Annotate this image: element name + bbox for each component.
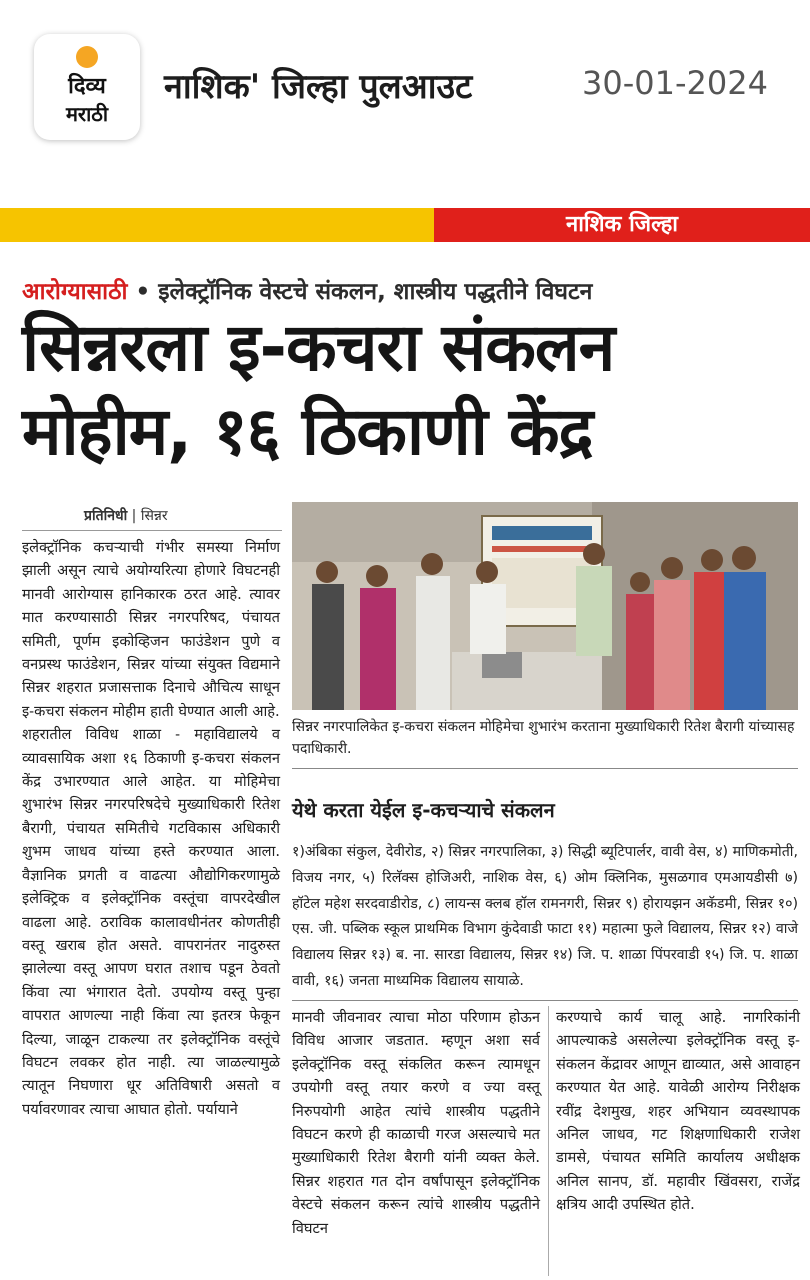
byline-author: प्रतिनिधी (84, 508, 128, 524)
headline-line-1: सिन्नरला इ-कचरा संकलन (22, 309, 615, 386)
divider (22, 530, 282, 531)
article-paragraph-1: इलेक्ट्रॉनिक कचऱ्याची गंभीर समस्या निर्माण झाली असून त्याचे अयोग्यरित्या होणारे विघटनही मानवी आरोग्यास हानिकारक ठरत आहे. त्यावर मात करण्यासाठी सिन्नर नगरपरिषद, पंचायत समिती, पूर्णम इकोव्हिजन फाउंडेशन पुणे व वनप्रस्थ फाउंडेशन, सिन्नर यांच्या संयुक्त विद्यमाने सिन्नर शहरात प्रजासत्ताक दिनाचे औचित्य साधून इ-कचरा संकलन मोहीम हाती घेण्यात आली आहे. (22, 539, 280, 720)
logo-line-1: दिव्य (68, 74, 106, 99)
news-photo-illustration (292, 502, 798, 710)
article-paragraph-2: शहरातील विविध शाळा - महाविद्यालये व व्यावसायिक अशा १६ ठिकाणी इ-कचरा संकलन केंद्र उभारण्यात आले आहेत. या मोहिमेचा शुभारंभ सिन्नर नगरपरिषदेचे मुख्याधिकारी रितेश बैरागी, पंचायत समितीचे गटविकास अधिकारी शुभम जाधव यांच्या हस्ते करण्यात आला. वैज्ञानिक प्रगती व वाढत्या औद्योगिकरणामुळे इलेक्ट्रिक व इलेक्ट्रॉनिक वस्तूंचा वापरदेखील वाढला आहे. ठराविक कालावधीनंतर कोणतीही वस्तू खराब होत असते. वापरानंतर नादुरुस्त झालेल्या वस्तू आपण घरात तशाच पडून ठेवतो किंवा त्या भंगारात देतो. उपयोग्य वस्तू पुन्हा वापरात आणल्या नाही किंवा त्या इतरत्र फेकून दिल्या, जाळून टाकल्या तर इलेक्ट्रॉनिक वस्तूंचे विघटन लवकर होत नाही. त्या जाळल्यामुळे त्यातून निघणारा धूर अतिविषारी असतो व पर्यावरणावर त्याचा आघात होतो. पर्यायाने (22, 726, 280, 1118)
headline (22, 306, 802, 474)
edition-date: 30-01-2024 (582, 64, 768, 102)
collection-box-heading: येथे करता येईल इ-कचऱ्याचे संकलन (292, 798, 555, 822)
logo-sun-icon (76, 46, 98, 68)
edition-title: नाशिक' जिल्हा पुलआउट (164, 67, 473, 107)
byline (84, 506, 168, 525)
collection-centres-list: १)अंबिका संकुल, देवीरोड, २) सिन्नर नगरपालिका, ३) सिद्धी ब्यूटिपार्लर, वावी वेस, ४) माणिकमोती, विजय नगर, ५) रिलॅक्स होजिअरी, नाशिक वेस, ६) ओम क्लिनिक, मुसळगाव एमआयडीसी ७) हॉटेल महेश सरदवाडीरोड, ८) लायन्स क्लब हॉल रामनगरी, सिन्नर ९) होरायझन अकॅडमी, सिन्नर १०) एस. जी. पब्लिक स्कूल प्राथमिक विभाग कुंदेवाडी फाटा ११) महात्मा फुले विद्यालय, सिन्नर १२) वाजे विद्यालय सिन्नर १३) ब. ना. सारडा विद्यालय, सिन्नर १४) जि. प. शाळा पिंपरवाडी १५) जि. प. शाळा वावी, १६) जनता माध्यमिक विद्यालय सायाळे. (292, 844, 798, 989)
logo-line-2: मराठी (65, 102, 109, 126)
article-column-1 (22, 536, 280, 1121)
app-header (0, 0, 810, 170)
kicker-label: आरोग्यासाठी (22, 279, 128, 305)
divider (292, 1000, 798, 1001)
column-separator (548, 1006, 549, 1276)
headline-line-2: मोहीम, १६ ठिकाणी केंद्र (22, 393, 593, 470)
divya-marathi-logo[interactable] (34, 34, 140, 140)
article-column-2: मानवी जीवनावर त्याचा मोठा परिणाम होऊन विविध आजार जडतात. म्हणून अशा सर्व इलेक्ट्रॉनिक वस्तू संकलित करून त्यामधून उपयोगी वस्तू तयार करणे व ज्या वस्तू निरुपयोगी आहेत त्यांचे शास्त्रीय पद्धतीने विघटन करणे ही काळाची गरज असल्याचे मत मुख्याधिकारी रितेश बैरागी यांनी व्यक्त केले. सिन्नर शहरात गत दोन वर्षांपासून इलेक्ट्रॉनिक वेस्टचे संकलन करून त्यांचे शास्त्रीय पद्धतीने विघटन (292, 1009, 540, 1237)
divider (292, 768, 798, 769)
photo-caption: सिन्नर नगरपालिकेत इ-कचरा संकलन मोहिमेचा शुभारंभ करताना मुख्याधिकारी रितेश बैरागी यांच्यासह पदाधिकारी. (292, 719, 795, 757)
kicker (22, 274, 592, 306)
collection-box-title (292, 796, 555, 823)
kicker-text: • इलेक्ट्रॉनिक वेस्टचे संकलन, शास्त्रीय पद्धतीने विघटन (135, 279, 593, 305)
section-tag: नाशिक जिल्हा (434, 208, 810, 242)
byline-place: | सिन्नर (131, 508, 168, 524)
news-photo[interactable] (292, 502, 798, 710)
article-column-3: करण्याचे कार्य चालू आहे. नागरिकांनी आपल्याकडे असलेल्या इलेक्ट्रॉनिक वस्तू इ-संकलन केंद्रावर आणून द्याव्यात, असे आवाहन करण्यात येत आहे. यावेळी आरोग्य निरीक्षक रवींद्र देशमुख, शहर अभियान व्यवस्थापक अनिल जाधव, गट शिक्षणाधिकारी राजेश डामसे, पंचायत समिति कार्यालय अधीक्षक अनिल सानप, डॉ. महावीर खिंवसरा, राजेंद्र क्षत्रिय आदी उपस्थित होते. (556, 1009, 800, 1214)
